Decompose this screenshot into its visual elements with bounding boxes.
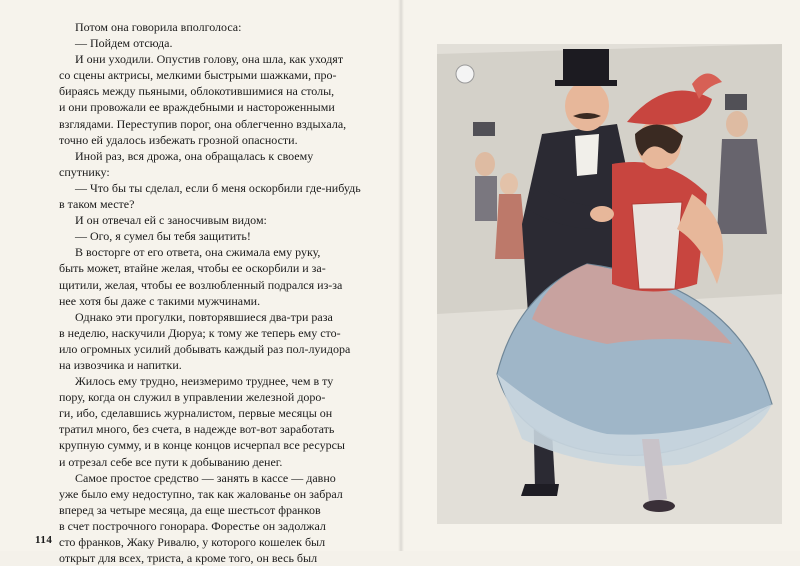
text-line: пору, когда он служил в управлении железной доро- (59, 390, 326, 405)
text-line: ги, ибо, сделавшись журналистом, первые месяцы он (59, 406, 333, 421)
text-line: Потом она говорила вполголоса: (75, 20, 242, 34)
text-line: взглядами. Переступив порог, она облегченно вздыхала, (59, 116, 347, 131)
text-column (59, 19, 386, 566)
text-line: сто франков, Жаку Ривалю, у которого кошелек был (59, 535, 326, 549)
text-line: Жилось ему трудно, неизмеримо труднее, чем в ту (75, 374, 334, 389)
text-line: в таком месте? (59, 197, 135, 212)
text-line: — Что бы ты сделал, если б меня оскорбили где-нибудь (75, 180, 361, 195)
text-line: на извозчика и напитки. (59, 357, 182, 372)
man-shirt (575, 134, 599, 176)
text-line: и они провожали ее враждебными и настороженными (59, 100, 335, 115)
text-line: со сцены актрисы, мелкими быстрыми шажками, про- (59, 68, 337, 83)
clasped-hands (590, 206, 614, 222)
text-line: тратил много, без счета, в надежде вот-вот заработать (59, 422, 335, 437)
text-line: открыт для всех, триста, а кроме того, он весь был (59, 551, 318, 566)
text-line: Самое простое средство — занять в кассе — давно (75, 470, 336, 485)
text-line: быть может, втайне желая, чтобы ее оскорбили и за- (59, 261, 326, 276)
lamp-light (456, 65, 474, 83)
book-gutter (398, 0, 404, 551)
man-head (565, 81, 609, 131)
text-line: бираясь между пьяными, облокотившимися на столы, (59, 84, 335, 99)
text-line: И они уходили. Опустив голову, она шла, как уходят (75, 52, 344, 67)
text-line: И он отвечал ей с заносчивым видом: (75, 213, 267, 228)
woman-corset (632, 202, 682, 289)
text-line: — Ого, я сумел бы тебя защитить! (75, 229, 251, 244)
text-line: В восторге от его ответа, она сжимала ему руку, (75, 245, 321, 260)
text-line: ило огромных усилий добывать каждый раз пол-луидора (59, 341, 351, 356)
text-line: — Пойдем отсюда. (75, 36, 173, 51)
text-line: и отрезал себе все пути к добыванию денег. (59, 454, 283, 469)
text-line: щитили, желая, чтобы ее возлюбленный подрался из-за (59, 277, 343, 292)
text-line: Однако эти прогулки, повторявшиеся два-три раза (75, 309, 333, 324)
page-number: 114 (35, 534, 53, 546)
text-line: уже было ему недоступно, так как жалованье он забрал (59, 486, 343, 501)
text-line: точно ей удалось избежать грозной опасности. (59, 132, 298, 147)
text-line: в счет построчного гонорара. Форестье он задолжал (59, 518, 326, 533)
text-line: вперед за четыре месяца, да еще шестьсот франков (59, 502, 321, 517)
dancing-couple-illustration (437, 44, 782, 524)
text-line: Иной раз, вся дрожа, она обращалась к своему (75, 148, 314, 163)
text-line: крупную сумму, и в конце концов исчерпал все ресурсы (59, 438, 345, 453)
text-line: нее хотя бы даже с такими мужчинами. (59, 293, 261, 308)
text-line: в неделю, наскучили Дюруа; к тому же теперь ему сто- (59, 325, 341, 340)
text-line: спутнику: (59, 164, 110, 179)
top-hat (563, 49, 609, 83)
